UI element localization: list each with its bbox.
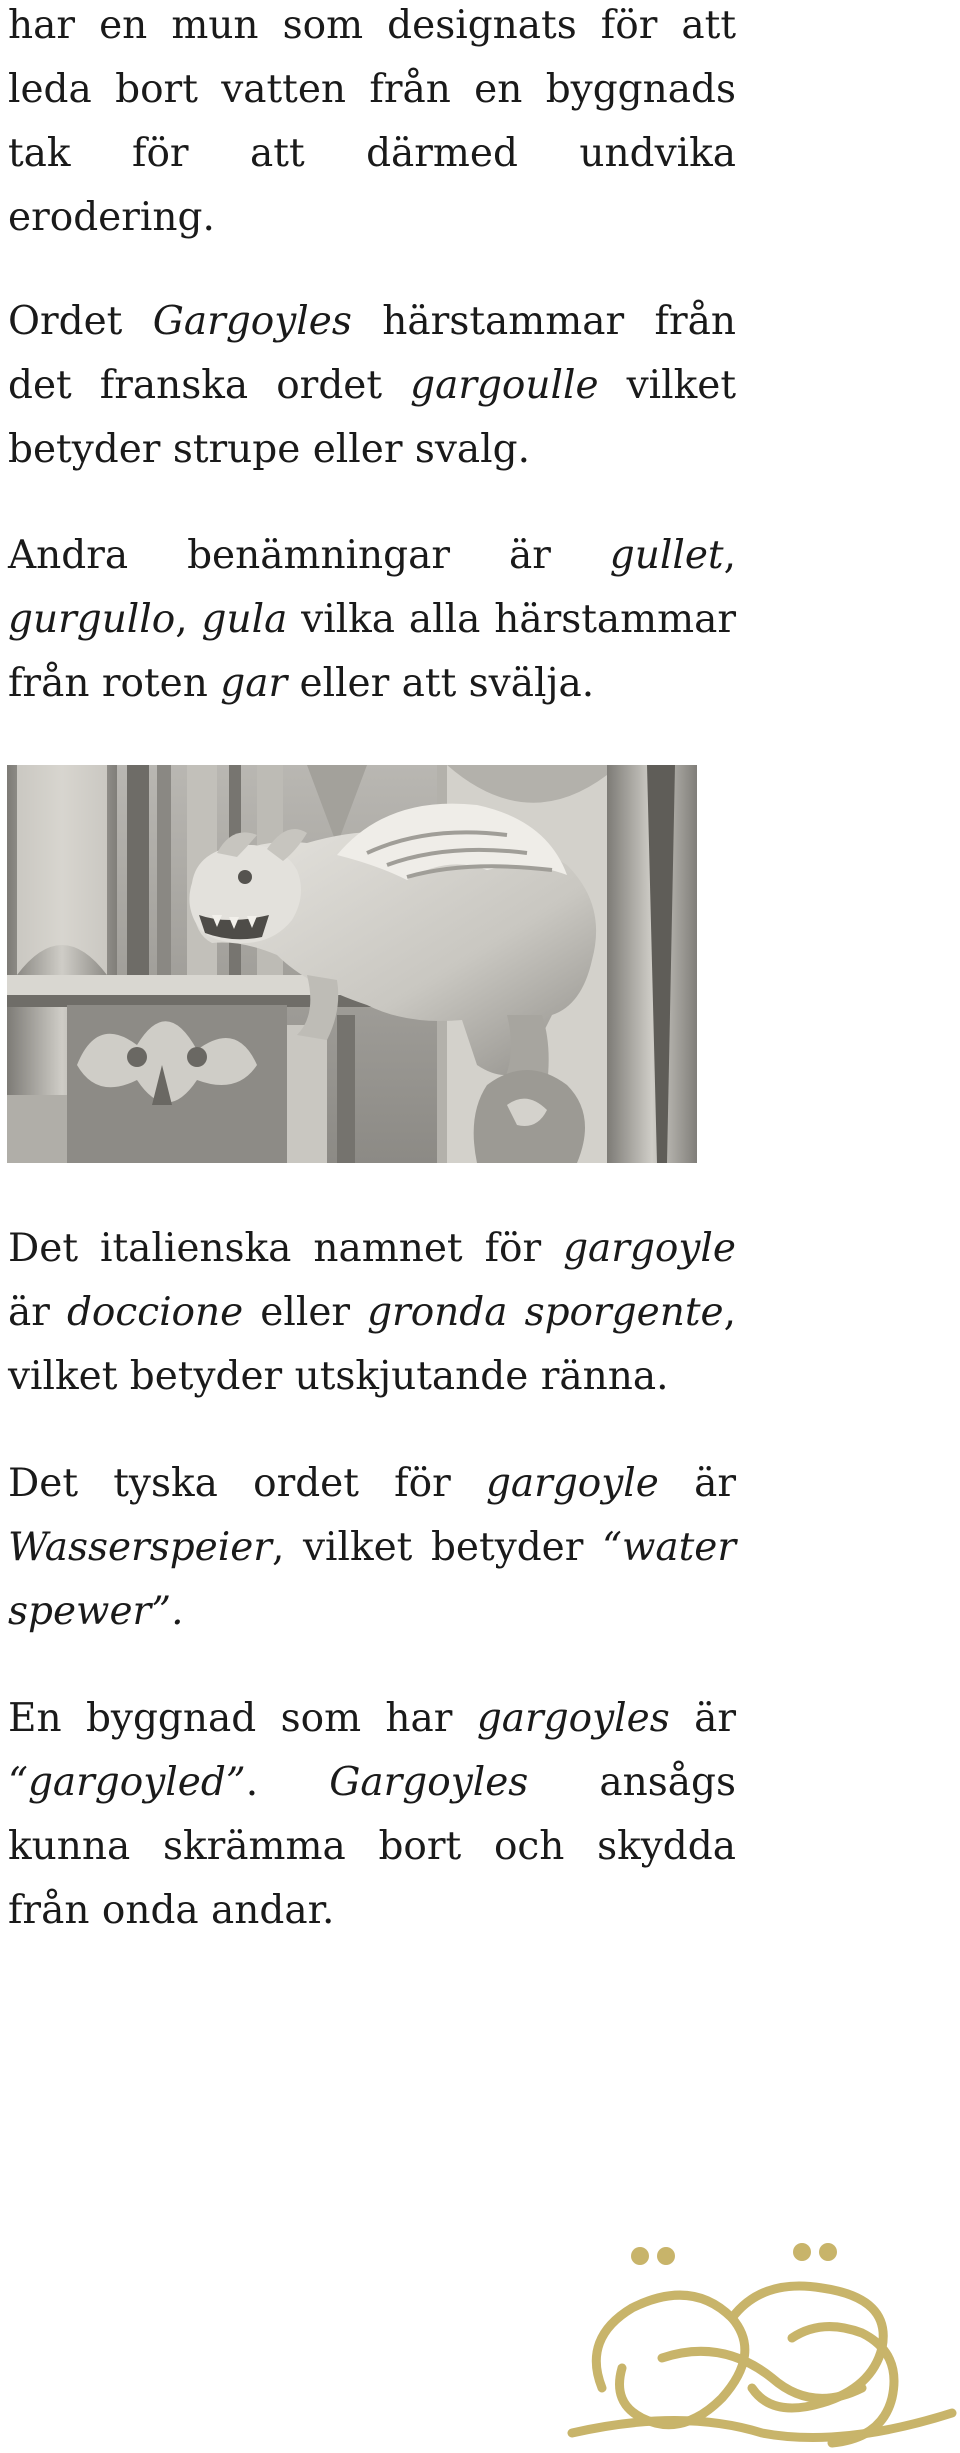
text: härstammar från det franska ordet: [8, 299, 736, 408]
text: är: [658, 1461, 736, 1506]
text: , vilket betyder utskjutande ränna.: [8, 1290, 736, 1399]
paragraph-italian-name: [8, 1217, 736, 1409]
text: har en mun som designats för att leda bort vatten från en byggnads tak för att därmed undvika erodering.: [8, 3, 736, 240]
text: är: [669, 1696, 736, 1741]
paragraph-other-names: [8, 524, 736, 716]
term-gargoulle: gargoulle: [410, 363, 599, 408]
text: ansågs kunna skrämma bort och skydda från onda andar.: [8, 1760, 736, 1933]
text: Det italienska namnet för: [8, 1226, 564, 1271]
paragraph-water-spout: [8, 0, 736, 250]
term-doccione: doccione: [66, 1290, 244, 1335]
text: eller att svälja.: [287, 661, 595, 706]
term-water-spewer: “water spewer”.: [8, 1525, 736, 1634]
term-gargoyled: “gargoyled”: [8, 1760, 246, 1805]
text: eller: [243, 1290, 368, 1335]
text: ,: [723, 533, 736, 578]
term-gula: gula: [201, 597, 288, 642]
term-gargoyles: gargoyles: [476, 1696, 670, 1741]
text: ,: [175, 597, 202, 642]
text: vilket betyder strupe eller svalg.: [8, 363, 736, 472]
text: vilka alla härstammar från roten: [8, 597, 737, 706]
term-gronda-sporgente: gronda sporgente: [367, 1290, 724, 1335]
text: Ordet: [8, 299, 153, 344]
text: Andra benämningar är: [8, 533, 610, 578]
paragraph-gargoyled: [8, 1687, 736, 1943]
text: .: [245, 1760, 330, 1805]
text: Det tyska ordet för: [8, 1461, 486, 1506]
term-gar: gar: [220, 661, 288, 706]
term-gargoyles: Gargoyles: [329, 1760, 529, 1805]
text: En byggnad som har: [8, 1696, 477, 1741]
text: , vilket betyder: [271, 1525, 603, 1570]
term-gargoyle: gargoyle: [563, 1226, 736, 1271]
term-gullet: gullet: [609, 533, 724, 578]
paragraph-german-name: [8, 1452, 736, 1644]
term-gargoyle: gargoyle: [485, 1461, 659, 1506]
gargoyle-illustration: [7, 765, 697, 1163]
term-wasserspeier: Wasserspeier: [8, 1525, 272, 1570]
monogram-logo-art: [562, 2238, 960, 2449]
gargoyle-photo: [7, 765, 697, 1163]
term-gurgullo: gurgullo: [8, 597, 176, 642]
monogram-logo: [562, 2238, 960, 2449]
text: är: [8, 1290, 67, 1335]
paragraph-etymology-french: [8, 290, 736, 482]
term-gargoyles: Gargoyles: [152, 299, 352, 344]
